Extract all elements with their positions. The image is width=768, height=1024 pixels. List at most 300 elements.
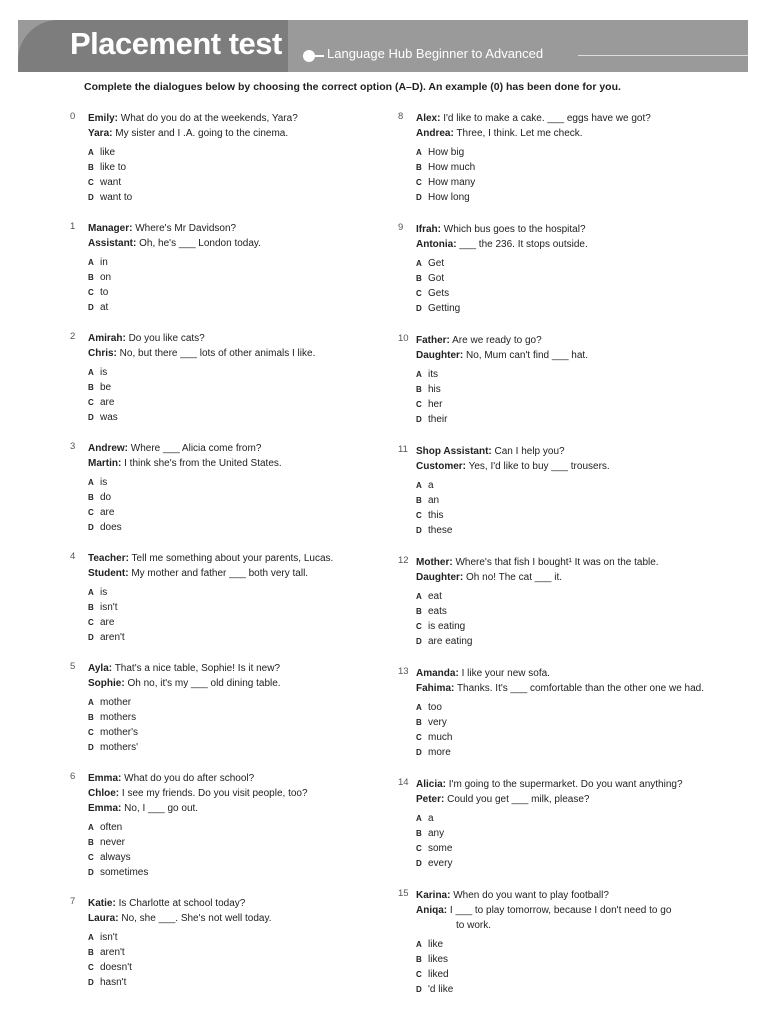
- option-text: her: [428, 399, 443, 410]
- speaker-name: Daughter:: [416, 350, 464, 361]
- option-text: much: [428, 732, 453, 743]
- answer-option[interactable]: [88, 145, 400, 160]
- answer-option[interactable]: [88, 740, 400, 755]
- dialogue-text: Oh no! The cat ___ it.: [463, 572, 562, 583]
- speaker-name: Alex:: [416, 113, 441, 124]
- dialogue-line: [88, 111, 400, 126]
- answer-option[interactable]: [88, 285, 400, 300]
- option-letter: A: [416, 703, 422, 712]
- question-1: [70, 221, 400, 315]
- option-text: likes: [428, 954, 449, 965]
- dialogue-line: [416, 333, 728, 348]
- speaker-name: Martin:: [88, 458, 122, 469]
- answer-option[interactable]: [416, 967, 728, 982]
- option-text: too: [428, 702, 442, 713]
- option-text: mother's: [100, 727, 139, 738]
- answer-option[interactable]: [416, 634, 728, 649]
- dialogue-text: Yes, I'd like to buy ___ trousers.: [466, 461, 610, 472]
- dialogue-text: I'd like to make a cake. ___ eggs have we got?: [440, 113, 651, 124]
- dialogue-line: [88, 236, 400, 251]
- answer-option[interactable]: [88, 835, 400, 850]
- answer-option[interactable]: [416, 256, 728, 271]
- question-number: 6: [70, 771, 76, 782]
- answer-option[interactable]: [88, 960, 400, 975]
- dialogue-line: [88, 896, 400, 911]
- answer-option[interactable]: [416, 145, 728, 160]
- option-text: a: [428, 813, 434, 824]
- option-text: eat: [428, 591, 442, 602]
- dialogue-line: [416, 459, 728, 474]
- page-subtitle: Language Hub Beginner to Advanced: [327, 46, 544, 61]
- option-text: are: [100, 507, 115, 518]
- question-5: [70, 661, 400, 755]
- dialogue-text: What do you do after school?: [121, 773, 255, 784]
- option-text: want to: [100, 192, 133, 203]
- answer-option[interactable]: [416, 826, 728, 841]
- dialogue-text: I think she's from the United States.: [121, 458, 282, 469]
- option-letter: B: [416, 829, 422, 838]
- option-letter: C: [88, 618, 94, 627]
- option-text: to: [100, 287, 109, 298]
- question-6: [70, 771, 400, 880]
- option-text: hasn't: [100, 977, 127, 988]
- dialogue-text: My mother and father ___ both very tall.: [128, 568, 309, 579]
- question-0: [70, 111, 400, 205]
- dialogue-line: [88, 676, 400, 691]
- option-text: mother: [100, 697, 132, 708]
- speaker-name: Laura:: [88, 913, 119, 924]
- option-letter: C: [416, 733, 422, 742]
- dialogue-line: [416, 348, 728, 363]
- option-letter: C: [88, 288, 94, 297]
- answer-option[interactable]: [88, 585, 400, 600]
- question-7: [70, 896, 400, 990]
- option-text: any: [428, 828, 445, 839]
- answer-option[interactable]: [88, 930, 400, 945]
- option-letter: A: [88, 823, 94, 832]
- option-text: never: [100, 837, 126, 848]
- answer-option[interactable]: [88, 300, 400, 315]
- option-text: at: [100, 302, 109, 313]
- answer-option[interactable]: [416, 604, 728, 619]
- answer-option[interactable]: [88, 365, 400, 380]
- dialogue-text: Tell me something about your parents, Lucas.: [128, 553, 334, 564]
- dialogue-line: [88, 801, 400, 816]
- dialogue-text: Do you like cats?: [125, 333, 205, 344]
- option-letter: B: [88, 163, 94, 172]
- question-number: 9: [398, 222, 404, 233]
- option-text: aren't: [100, 947, 125, 958]
- question-number: 5: [70, 661, 76, 672]
- option-text: a: [428, 480, 434, 491]
- answer-option[interactable]: [416, 493, 728, 508]
- option-letter: D: [416, 748, 422, 757]
- option-text: in: [100, 257, 108, 268]
- option-letter: C: [416, 178, 422, 187]
- option-text: like: [428, 939, 444, 950]
- option-letter: C: [416, 622, 422, 631]
- question-number: 7: [70, 896, 76, 907]
- dialogue-line: [416, 126, 728, 141]
- option-letter: C: [416, 511, 422, 520]
- dialogue-line: [416, 792, 728, 807]
- option-text: Getting: [428, 303, 461, 314]
- speaker-name: Peter:: [416, 794, 445, 805]
- answer-option[interactable]: [88, 505, 400, 520]
- option-letter: C: [416, 400, 422, 409]
- option-letter: C: [88, 508, 94, 517]
- dialogue-line: [88, 441, 400, 456]
- dialogue-text: I ___ to play tomorrow, because I don't need to go: [447, 905, 672, 916]
- option-letter: C: [88, 398, 94, 407]
- option-text: these: [428, 525, 453, 536]
- question-14: [398, 777, 728, 871]
- instructions: Complete the dialogues below by choosing the correct option (A–D). An example (0) has been done for you.: [84, 81, 621, 93]
- speaker-name: Amirah:: [88, 333, 126, 344]
- dialogue-line: [88, 566, 400, 581]
- speaker-name: Assistant:: [88, 238, 137, 249]
- option-letter: D: [88, 868, 94, 877]
- option-text: want: [100, 177, 122, 188]
- option-letter: A: [88, 698, 94, 707]
- option-letter: D: [416, 304, 422, 313]
- header-dash: [314, 55, 324, 57]
- answer-option[interactable]: [416, 397, 728, 412]
- question-4: [70, 551, 400, 645]
- option-letter: D: [88, 193, 94, 202]
- speaker-name: Antonia:: [416, 239, 457, 250]
- dialogue-text: What do you do at the weekends, Yara?: [118, 113, 298, 124]
- question-number: 12: [398, 555, 409, 566]
- option-text: Gets: [428, 288, 450, 299]
- option-text: liked: [428, 969, 449, 980]
- answer-option[interactable]: [416, 730, 728, 745]
- speaker-name: Daughter:: [416, 572, 464, 583]
- answer-option[interactable]: [416, 286, 728, 301]
- dialogue-line: [88, 771, 400, 786]
- option-text: is: [100, 587, 108, 598]
- answer-option[interactable]: [416, 523, 728, 538]
- answer-option[interactable]: [416, 811, 728, 826]
- dialogue-text: That's a nice table, Sophie! Is it new?: [112, 663, 281, 674]
- option-letter: B: [88, 603, 94, 612]
- option-letter: A: [88, 148, 94, 157]
- option-text: some: [428, 843, 453, 854]
- dialogue-text: Which bus goes to the hospital?: [441, 224, 586, 235]
- answer-option[interactable]: [416, 745, 728, 760]
- dialogue-text: Thanks. It's ___ comfortable than the other one we had.: [454, 683, 705, 694]
- dialogue-line: [88, 661, 400, 676]
- speaker-name: Aniqa:: [416, 905, 448, 916]
- option-letter: A: [416, 592, 422, 601]
- speaker-name: Ifrah:: [416, 224, 441, 235]
- speaker-name: Chloe:: [88, 788, 120, 799]
- option-text: Get: [428, 258, 445, 269]
- answer-option[interactable]: [416, 937, 728, 952]
- question-10: [398, 333, 728, 427]
- option-letter: A: [416, 259, 422, 268]
- answer-option[interactable]: [88, 630, 400, 645]
- dialogue-line: [416, 555, 728, 570]
- option-text: How big: [428, 147, 465, 158]
- option-text: aren't: [100, 632, 125, 643]
- option-letter: B: [416, 496, 422, 505]
- answer-option[interactable]: [88, 710, 400, 725]
- dialogue-line: [88, 346, 400, 361]
- option-letter: B: [416, 163, 422, 172]
- answer-option[interactable]: [416, 982, 728, 997]
- dialogue-text: Is Charlotte at school today?: [115, 898, 246, 909]
- option-text: isn't: [100, 602, 118, 613]
- dialogue-line: [88, 786, 400, 801]
- dialogue-line: [416, 444, 728, 459]
- answer-option[interactable]: [88, 475, 400, 490]
- option-letter: A: [88, 368, 94, 377]
- option-letter: D: [416, 985, 422, 994]
- answer-option[interactable]: [88, 695, 400, 710]
- option-letter: B: [88, 948, 94, 957]
- answer-option[interactable]: [416, 271, 728, 286]
- speaker-name: Yara:: [88, 128, 113, 139]
- option-text: like to: [100, 162, 127, 173]
- question-13: [398, 666, 728, 760]
- option-letter: A: [88, 933, 94, 942]
- speaker-name: Karina:: [416, 890, 451, 901]
- option-letter: C: [88, 178, 94, 187]
- option-text: was: [100, 412, 118, 423]
- dialogue-text: Can I help you?: [491, 446, 565, 457]
- option-text: How long: [428, 192, 470, 203]
- question-number: 8: [398, 111, 404, 122]
- option-letter: D: [88, 413, 94, 422]
- answer-option[interactable]: [416, 508, 728, 523]
- answer-option[interactable]: [416, 856, 728, 871]
- speaker-name: Teacher:: [88, 553, 129, 564]
- dialogue-line: [416, 570, 728, 585]
- answer-option[interactable]: [88, 725, 400, 740]
- speaker-name: Chris:: [88, 348, 117, 359]
- dialogue-text: ___ the 236. It stops outside.: [456, 239, 588, 250]
- answer-option[interactable]: [416, 478, 728, 493]
- question-number: 2: [70, 331, 76, 342]
- dialogue-line: [416, 918, 728, 933]
- dialogue-text: Three, I think. Let me check.: [453, 128, 583, 139]
- answer-option[interactable]: [88, 175, 400, 190]
- answer-option[interactable]: [416, 841, 728, 856]
- dialogue-line: [88, 456, 400, 471]
- answer-option[interactable]: [416, 589, 728, 604]
- dialogue-line: [88, 221, 400, 236]
- answer-option[interactable]: [416, 382, 728, 397]
- dialogue-text: Oh no, it's my ___ old dining table.: [124, 678, 281, 689]
- option-letter: D: [416, 637, 422, 646]
- dialogue-line: [416, 888, 728, 903]
- speaker-name: Emma:: [88, 803, 122, 814]
- answer-option[interactable]: [88, 490, 400, 505]
- answer-option[interactable]: [88, 255, 400, 270]
- option-text: on: [100, 272, 112, 283]
- question-number: 10: [398, 333, 409, 344]
- question-number: 15: [398, 888, 409, 899]
- speaker-name: Mother:: [416, 557, 453, 568]
- option-text: its: [428, 369, 438, 380]
- question-11: [398, 444, 728, 538]
- answer-option[interactable]: [88, 600, 400, 615]
- option-letter: C: [88, 853, 94, 862]
- answer-option[interactable]: [88, 865, 400, 880]
- answer-option[interactable]: [88, 395, 400, 410]
- option-text: How many: [428, 177, 476, 188]
- answer-option[interactable]: [88, 160, 400, 175]
- speaker-name: Katie:: [88, 898, 116, 909]
- dialogue-line: [416, 903, 728, 918]
- option-text: are: [100, 397, 115, 408]
- answer-option[interactable]: [416, 175, 728, 190]
- answer-option[interactable]: [416, 700, 728, 715]
- option-text: does: [100, 522, 122, 533]
- option-letter: A: [416, 148, 422, 157]
- answer-option[interactable]: [88, 270, 400, 285]
- answer-option[interactable]: [416, 160, 728, 175]
- speaker-name: Father:: [416, 335, 450, 346]
- speaker-name: Customer:: [416, 461, 467, 472]
- dialogue-text: When do you want to play football?: [450, 890, 609, 901]
- answer-option[interactable]: [416, 190, 728, 205]
- option-text: Got: [428, 273, 445, 284]
- option-text: his: [428, 384, 441, 395]
- dialogue-text: Where's Mr Davidson?: [132, 223, 237, 234]
- option-letter: A: [416, 814, 422, 823]
- option-text: How much: [428, 162, 476, 173]
- page-title: Placement test: [70, 26, 282, 61]
- option-letter: C: [416, 844, 422, 853]
- answer-option[interactable]: [416, 367, 728, 382]
- speaker-name: Alicia:: [416, 779, 447, 790]
- dialogue-line: [416, 111, 728, 126]
- answer-option[interactable]: [416, 952, 728, 967]
- option-text: are: [100, 617, 115, 628]
- speaker-name: Emma:: [88, 773, 122, 784]
- question-number: 4: [70, 551, 76, 562]
- answer-option[interactable]: [88, 380, 400, 395]
- option-letter: C: [416, 289, 422, 298]
- option-text: an: [428, 495, 440, 506]
- option-letter: A: [416, 940, 422, 949]
- option-text: more: [428, 747, 451, 758]
- answer-option[interactable]: [88, 850, 400, 865]
- dialogue-text: No, but there ___ lots of other animals I like.: [116, 348, 316, 359]
- speaker-name: Andrea:: [416, 128, 454, 139]
- option-letter: D: [88, 743, 94, 752]
- question-15: [398, 888, 728, 997]
- option-text: sometimes: [100, 867, 149, 878]
- dialogue-line: [88, 331, 400, 346]
- option-letter: B: [88, 493, 94, 502]
- option-letter: D: [88, 303, 94, 312]
- option-letter: D: [416, 193, 422, 202]
- dialogue-text: Where ___ Alicia come from?: [128, 443, 262, 454]
- question-9: [398, 222, 728, 316]
- answer-option[interactable]: [88, 520, 400, 535]
- dialogue-line: [88, 126, 400, 141]
- question-number: 11: [398, 444, 408, 455]
- page-header: [18, 20, 748, 72]
- question-3: [70, 441, 400, 535]
- dialogue-text: No, I ___ go out.: [121, 803, 199, 814]
- question-8: [398, 111, 728, 205]
- answer-option[interactable]: [88, 820, 400, 835]
- speaker-name: Amanda:: [416, 668, 459, 679]
- option-text: this: [428, 510, 444, 521]
- option-text: is: [100, 367, 108, 378]
- question-number: 1: [70, 221, 76, 232]
- dialogue-line: [88, 911, 400, 926]
- dialogue-text: I'm going to the supermarket. Do you want anything?: [446, 779, 683, 790]
- speaker-name: Andrew:: [88, 443, 128, 454]
- option-letter: D: [88, 523, 94, 532]
- option-letter: B: [88, 838, 94, 847]
- option-text: isn't: [100, 932, 118, 943]
- dialogue-text: to work.: [456, 920, 492, 931]
- option-text: eats: [428, 606, 447, 617]
- speaker-name: Shop Assistant:: [416, 446, 492, 457]
- question-2: [70, 331, 400, 425]
- option-text: is eating: [428, 621, 466, 632]
- option-letter: B: [88, 383, 94, 392]
- dialogue-line: [416, 237, 728, 252]
- option-letter: D: [416, 526, 422, 535]
- speaker-name: Sophie:: [88, 678, 125, 689]
- dialogue-text: Are we ready to go?: [449, 335, 542, 346]
- answer-option[interactable]: [88, 190, 400, 205]
- option-letter: A: [88, 478, 94, 487]
- option-letter: D: [416, 859, 422, 868]
- dialogue-line: [416, 222, 728, 237]
- option-text: their: [428, 414, 448, 425]
- dialogue-line: [88, 551, 400, 566]
- option-letter: D: [88, 978, 94, 987]
- answer-option[interactable]: [416, 715, 728, 730]
- answer-option[interactable]: [416, 301, 728, 316]
- answer-option[interactable]: [416, 412, 728, 427]
- answer-option[interactable]: [88, 410, 400, 425]
- option-text: often: [100, 822, 123, 833]
- answer-option[interactable]: [88, 615, 400, 630]
- option-letter: B: [416, 607, 422, 616]
- answer-option[interactable]: [416, 619, 728, 634]
- answer-option[interactable]: [88, 945, 400, 960]
- option-letter: A: [416, 481, 422, 490]
- option-text: every: [428, 858, 453, 869]
- speaker-name: Emily:: [88, 113, 119, 124]
- questions-column-right: [398, 111, 728, 1014]
- option-text: doesn't: [100, 962, 132, 973]
- dialogue-text: I like your new sofa.: [458, 668, 550, 679]
- header-rule: [578, 55, 748, 56]
- question-number: 0: [70, 111, 76, 122]
- dialogue-line: [416, 666, 728, 681]
- option-letter: D: [416, 415, 422, 424]
- option-text: like: [100, 147, 116, 158]
- option-text: mothers': [100, 742, 139, 753]
- option-letter: B: [416, 274, 422, 283]
- questions-column-left: [70, 111, 400, 1006]
- speaker-name: Ayla:: [88, 663, 113, 674]
- option-text: very: [428, 717, 447, 728]
- dialogue-text: No, she ___. She's not well today.: [118, 913, 272, 924]
- option-letter: B: [416, 718, 422, 727]
- answer-option[interactable]: [88, 975, 400, 990]
